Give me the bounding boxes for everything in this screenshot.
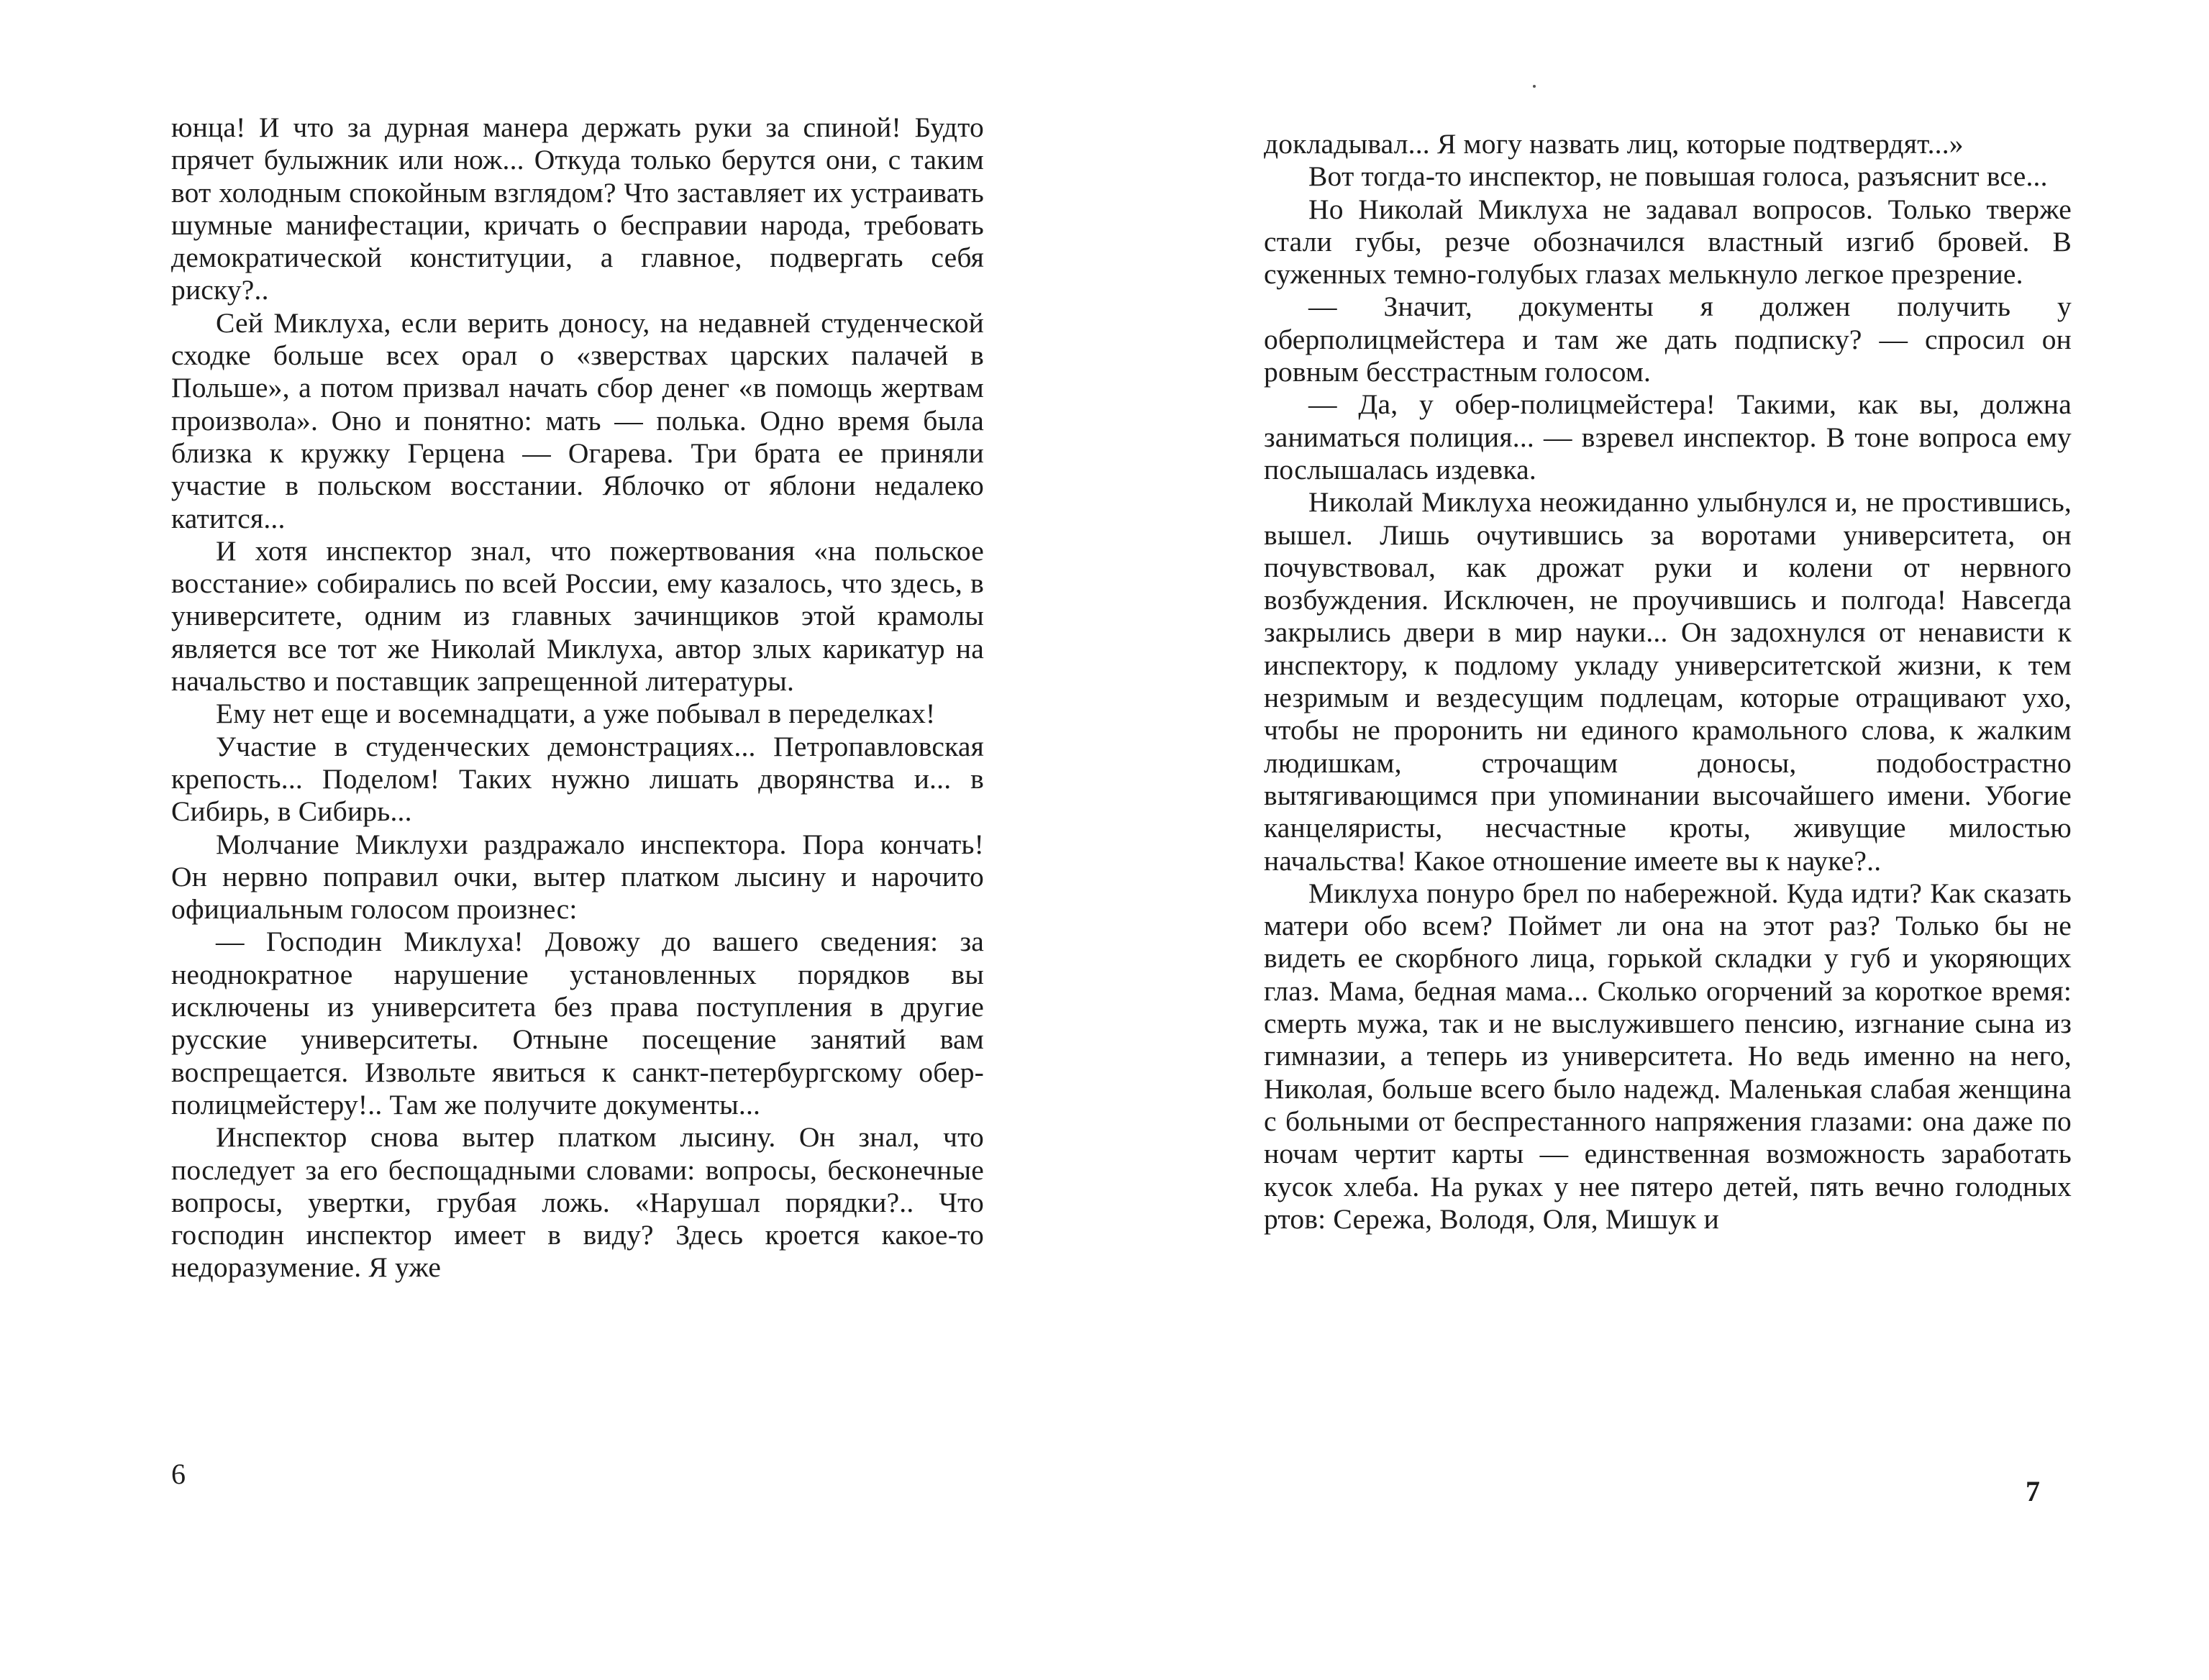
paragraph: Инспектор снова вытер платком лысину. Он знал, что последует за его беспощадными словами: вопросы, бесконечные вопросы, увертки, грубая ложь. «Нарушал порядки?.. Что господин инспектор имеет в виду? Здесь кроется какое-то недоразумение. Я уже: [171, 1121, 984, 1284]
left-page-text: [171, 111, 984, 1284]
left-page: [0, 0, 1104, 1680]
paragraph: Участие в студенческих демонстрациях... Петропавловская крепость... Поделом! Таких нужно лишать дворянства и... в Сибирь, в Сибирь...: [171, 730, 984, 828]
paragraph: — Значит, документы я должен получить у оберполицмейстера и там же дать подписку? — спросил он ровным бесстрастным голосом.: [1264, 291, 2072, 388]
paragraph: Вот тогда-то инспектор, не повышая голоса, разъяснит все...: [1308, 160, 2048, 193]
paragraph: И хотя инспектор знал, что пожертвования «на польское восстание» собирались по всей России, ему казалось, что здесь, в университете, одним из главных зачинщиков этой крамолы является все тот же Николай Миклуха, автор злых карикатур на начальство и поставщик запрещенной литературы.: [171, 534, 984, 698]
paragraph: — Да, у обер-полицмейстера! Такими, как вы, должна заниматься полиция... — взревел инспектор. В тоне вопроса ему послышалась издевка.: [1264, 388, 2072, 485]
paragraph: Ему нет еще и восемнадцати, а уже побывал в переделках!: [216, 698, 936, 730]
right-page: [1104, 0, 2209, 1680]
paragraph: Но Николай Миклуха не задавал вопросов. Только тверже стали губы, резче обозначился властный изгиб бровей. В суженных темно-голубых глазах мелькнуло легкое презрение.: [1264, 193, 2072, 291]
page-number: 7: [2026, 1475, 2040, 1507]
paragraph: юнца! И что за дурная манера держать руки за спиной! Будто прячет булыжник или нож... Откуда только берутся они, с таким вот холодным спокойным взглядом? Что заставляет их устраивать шумные манифестации, кричать о бесправии народа, требовать демократической конституции, а главное, подвергать себя риску?..: [171, 111, 984, 306]
paragraph: докладывал... Я могу назвать лиц, которые подтвердят...»: [1264, 128, 1964, 160]
paragraph: Сей Миклуха, если верить доносу, на недавней студенческой сходке больше всех орал о «зверствах царских палачей в Польше», а потом призвал начать сбор денег «в помощь жертвам произвола». Оно и понятно: мать — полька. Одно время была близка к кружку Герцена — Огарева. Три брата ее приняли участие в польском восстании. Яблочко от яблони недалеко катится...: [171, 306, 984, 534]
paragraph: Николай Миклуха неожиданно улыбнулся и, не простившись, вышел. Лишь очутившись за воротами университета, он почувствовал, как дрожат руки и колени от нервного возбуждения. Исключен, не проучившись и полгода! Навсегда закрылись двери в мир науки... Он задохнулся от ненависти к инспектору, к подлому укладу университетской жизни, к тем незримым и вездесущим подлецам, которые отращивают ухо, чтобы не проронить ни единого крамольного слова, к жалким людишкам, строчащим доносы, подобострастно вытягивающимся при упоминании высочайшего имени. Убогие канцеляристы, несчастные кроты, живущие милостью начальства! Какое отношение имеете вы к науке?..: [1264, 486, 2072, 877]
paragraph: Молчание Миклухи раздражало инспектора. Пора кончать! Он нервно поправил очки, вытер платком лысину и нарочито официальным голосом произнес:: [171, 828, 984, 926]
paragraph: — Господин Миклуха! Довожу до вашего сведения: за неоднократное нарушение установленных порядков вы исключены из университета без права поступления в другие русские университеты. Отныне посещение занятий вам воспрещается. Извольте явиться к санкт-петербургскому обер-полицмейстеру!.. Там же получите документы...: [171, 926, 984, 1120]
page-number: 6: [171, 1458, 186, 1490]
paragraph: Миклуха понуро брел по набережной. Куда идти? Как сказать матери обо всем? Поймет ли она на этот раз? Только бы не видеть ее скорбного лица, горькой складки у губ и укоряющих глаз. Мама, бедная мама... Сколько огорчений за короткое время: смерть мужа, так и не выслужившего пенсию, изгнание сына из гимназии, а теперь из университета. Но ведь именно на него, Николая, больше всего было надежд. Маленькая слабая женщина с больными от беспрестанного напряжения глазами: она даже по ночам чертит карты — единственная возможность заработать кусок хлеба. На руках у нее пятеро детей, пять вечно голодных ртов: Сережа, Володя, Оля, Мишук и: [1264, 877, 2072, 1235]
right-page-text: [1264, 128, 2072, 1236]
print-speck: [1533, 85, 1536, 88]
